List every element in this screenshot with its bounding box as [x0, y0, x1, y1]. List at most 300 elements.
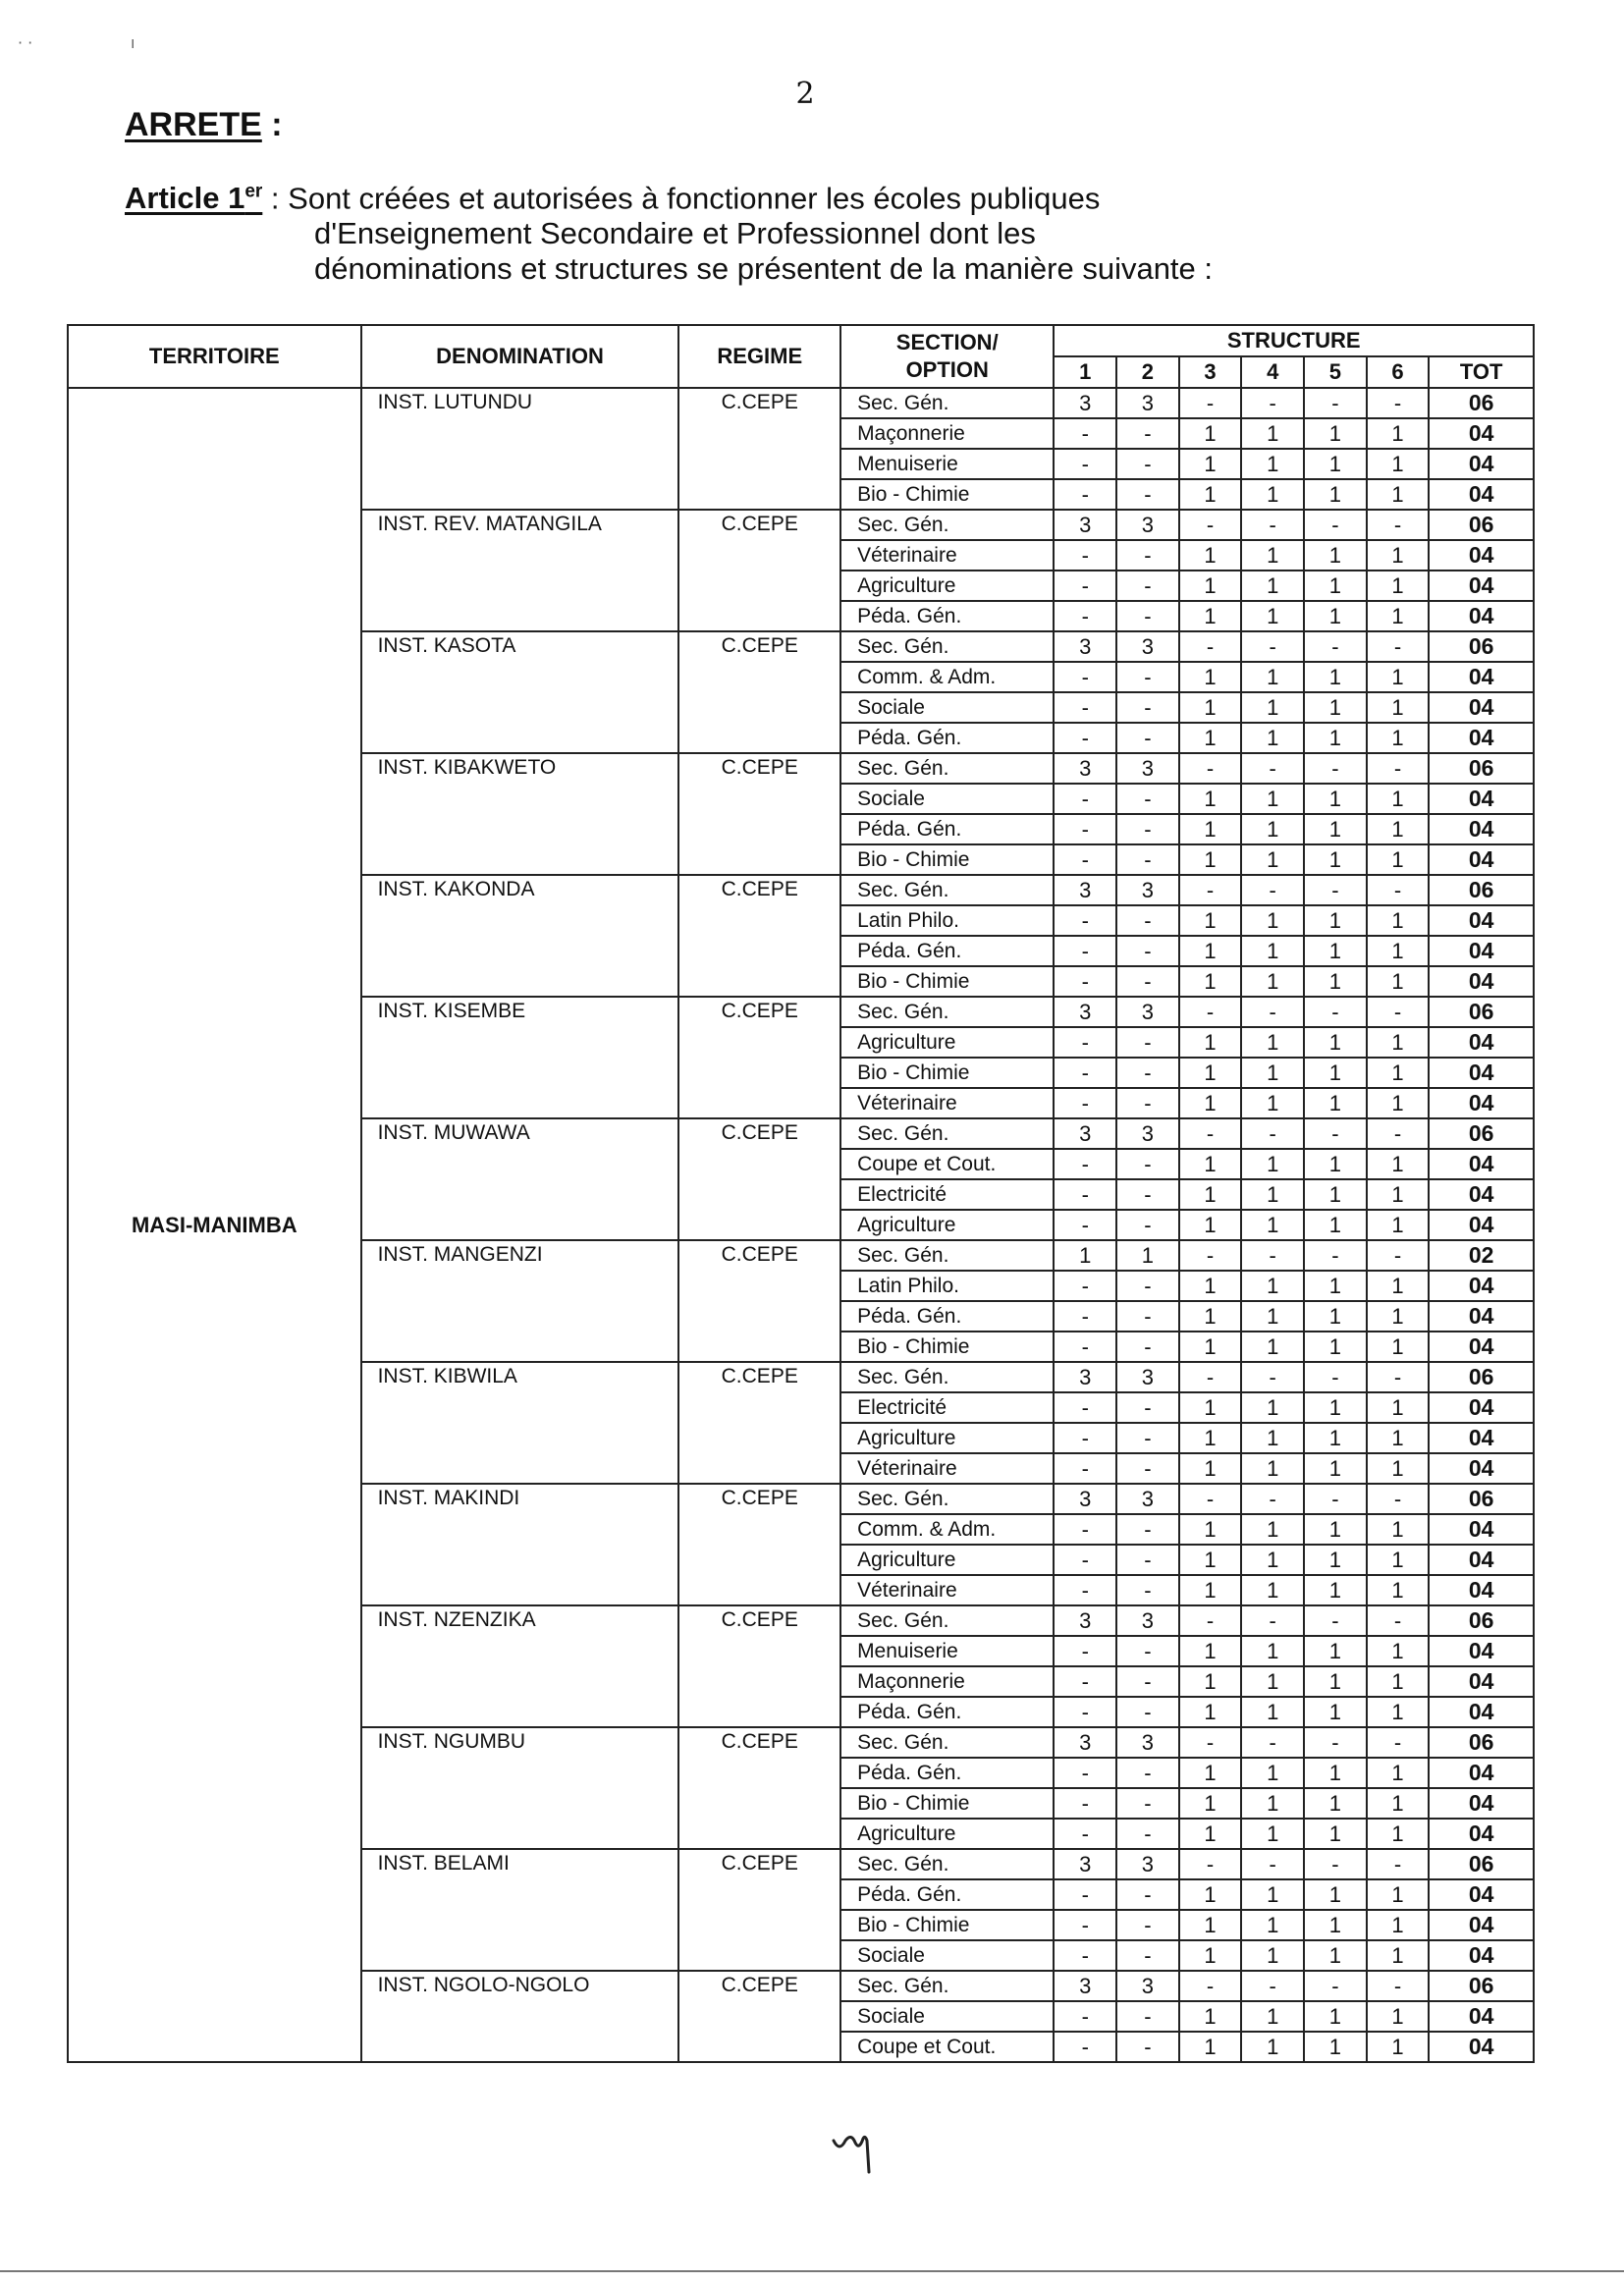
year-2-count: - — [1116, 1879, 1179, 1910]
year-3-count: 1 — [1179, 1758, 1242, 1788]
year-5-count: 1 — [1304, 601, 1367, 631]
year-3-count: 1 — [1179, 1697, 1242, 1727]
year-4-count: 1 — [1241, 1392, 1304, 1423]
year-4-count: - — [1241, 1727, 1304, 1758]
year-6-count: 1 — [1367, 418, 1430, 449]
year-2-count: - — [1116, 1271, 1179, 1301]
total-count: 04 — [1429, 418, 1534, 449]
year-3-count: 1 — [1179, 936, 1242, 966]
year-3-count: 1 — [1179, 1514, 1242, 1545]
school-name: INST. NGOLO-NGOLO — [361, 1971, 679, 2062]
header-year-5: 5 — [1304, 356, 1367, 388]
article-label-sup: er — [244, 182, 263, 202]
year-1-count: - — [1054, 1788, 1116, 1819]
year-1-count: 3 — [1054, 1971, 1116, 2001]
year-6-count: 1 — [1367, 1819, 1430, 1849]
school-regime: C.CEPE — [678, 1849, 840, 1971]
year-4-count: 1 — [1241, 692, 1304, 723]
year-3-count: 1 — [1179, 814, 1242, 844]
year-4-count: 1 — [1241, 1575, 1304, 1605]
year-3-count: - — [1179, 1605, 1242, 1636]
total-count: 04 — [1429, 1027, 1534, 1058]
year-4-count: 1 — [1241, 966, 1304, 997]
year-1-count: - — [1054, 1514, 1116, 1545]
section-option: Véterinaire — [840, 1575, 1054, 1605]
total-count: 06 — [1429, 1605, 1534, 1636]
year-2-count: - — [1116, 966, 1179, 997]
school-regime: C.CEPE — [678, 1971, 840, 2062]
year-2-count: - — [1116, 2001, 1179, 2032]
section-option: Coupe et Cout. — [840, 1149, 1054, 1179]
header-year-1: 1 — [1054, 356, 1116, 388]
bottom-rule — [0, 2270, 1624, 2272]
page-number: 2 — [795, 77, 815, 111]
year-1-count: - — [1054, 844, 1116, 875]
total-count: 04 — [1429, 784, 1534, 814]
year-4-count: 1 — [1241, 571, 1304, 601]
territoire-cell: MASI-MANIMBA — [68, 388, 361, 2062]
year-6-count: 1 — [1367, 844, 1430, 875]
header-row-1 — [68, 325, 1534, 356]
year-5-count: 1 — [1304, 1149, 1367, 1179]
year-4-count: - — [1241, 875, 1304, 905]
year-1-count: 1 — [1054, 1240, 1116, 1271]
year-1-count: - — [1054, 966, 1116, 997]
year-5-count: 1 — [1304, 1271, 1367, 1301]
year-6-count: 1 — [1367, 1697, 1430, 1727]
year-1-count: 3 — [1054, 1118, 1116, 1149]
year-6-count: 1 — [1367, 449, 1430, 479]
total-count: 06 — [1429, 631, 1534, 662]
total-count: 06 — [1429, 997, 1534, 1027]
year-1-count: - — [1054, 784, 1116, 814]
year-6-count: 1 — [1367, 1666, 1430, 1697]
section-option: Agriculture — [840, 1819, 1054, 1849]
year-1-count: - — [1054, 1149, 1116, 1179]
section-option: Sociale — [840, 1940, 1054, 1971]
total-count: 04 — [1429, 1179, 1534, 1210]
section-option: Péda. Gén. — [840, 814, 1054, 844]
total-count: 06 — [1429, 510, 1534, 540]
section-option: Bio - Chimie — [840, 479, 1054, 510]
handwritten-initials-icon — [830, 2131, 889, 2175]
year-6-count: 1 — [1367, 1545, 1430, 1575]
decree-heading-text: ARRETE — [125, 106, 262, 143]
year-4-count: 1 — [1241, 418, 1304, 449]
total-count: 06 — [1429, 1362, 1534, 1392]
school-name: INST. NGUMBU — [361, 1727, 679, 1849]
year-4-count: - — [1241, 510, 1304, 540]
year-1-count: - — [1054, 1027, 1116, 1058]
section-option: Péda. Gén. — [840, 601, 1054, 631]
year-1-count: 3 — [1054, 631, 1116, 662]
total-count: 04 — [1429, 1453, 1534, 1484]
year-4-count: - — [1241, 1605, 1304, 1636]
section-option: Bio - Chimie — [840, 966, 1054, 997]
year-6-count: - — [1367, 997, 1430, 1027]
total-count: 06 — [1429, 1727, 1534, 1758]
year-6-count: - — [1367, 1849, 1430, 1879]
year-1-count: - — [1054, 1210, 1116, 1240]
year-3-count: 1 — [1179, 1940, 1242, 1971]
year-4-count: 1 — [1241, 662, 1304, 692]
total-count: 04 — [1429, 814, 1534, 844]
year-5-count: - — [1304, 1605, 1367, 1636]
section-option: Péda. Gén. — [840, 1758, 1054, 1788]
year-2-count: 3 — [1116, 1118, 1179, 1149]
year-3-count: - — [1179, 753, 1242, 784]
section-option: Latin Philo. — [840, 1271, 1054, 1301]
year-5-count: 1 — [1304, 966, 1367, 997]
total-count: 04 — [1429, 1879, 1534, 1910]
year-1-count: - — [1054, 1271, 1116, 1301]
year-3-count: 1 — [1179, 1058, 1242, 1088]
year-5-count: 1 — [1304, 418, 1367, 449]
year-4-count: 1 — [1241, 1332, 1304, 1362]
year-2-count: 3 — [1116, 1605, 1179, 1636]
year-4-count: 1 — [1241, 449, 1304, 479]
year-3-count: - — [1179, 1849, 1242, 1879]
year-2-count: - — [1116, 2032, 1179, 2062]
year-4-count: 1 — [1241, 601, 1304, 631]
year-2-count: - — [1116, 1575, 1179, 1605]
year-4-count: 1 — [1241, 1697, 1304, 1727]
year-5-count: 1 — [1304, 1210, 1367, 1240]
total-count: 04 — [1429, 449, 1534, 479]
schools-table-wrapper — [67, 324, 1535, 2063]
section-option: Sociale — [840, 692, 1054, 723]
section-option: Sec. Gén. — [840, 1362, 1054, 1392]
year-2-count: - — [1116, 540, 1179, 571]
year-1-count: - — [1054, 1940, 1116, 1971]
year-3-count: 1 — [1179, 966, 1242, 997]
section-option: Agriculture — [840, 1210, 1054, 1240]
total-count: 06 — [1429, 388, 1534, 418]
total-count: 04 — [1429, 2032, 1534, 2062]
section-option: Agriculture — [840, 571, 1054, 601]
section-option: Véterinaire — [840, 540, 1054, 571]
year-2-count: - — [1116, 1910, 1179, 1940]
year-1-count: - — [1054, 1819, 1116, 1849]
year-5-count: - — [1304, 753, 1367, 784]
year-6-count: 1 — [1367, 1027, 1430, 1058]
section-option: Maçonnerie — [840, 418, 1054, 449]
year-6-count: 1 — [1367, 905, 1430, 936]
year-1-count: - — [1054, 479, 1116, 510]
year-2-count: 3 — [1116, 1484, 1179, 1514]
article-line-2: d'Enseignement Secondaire et Professionnel dont les — [314, 216, 1036, 251]
year-6-count: - — [1367, 753, 1430, 784]
year-2-count: - — [1116, 1514, 1179, 1545]
year-2-count: - — [1116, 1149, 1179, 1179]
total-count: 04 — [1429, 1392, 1534, 1423]
year-1-count: 3 — [1054, 1849, 1116, 1879]
total-count: 06 — [1429, 875, 1534, 905]
year-3-count: 1 — [1179, 601, 1242, 631]
year-2-count: - — [1116, 1819, 1179, 1849]
year-1-count: - — [1054, 1697, 1116, 1727]
year-3-count: 1 — [1179, 1575, 1242, 1605]
year-3-count: 1 — [1179, 1666, 1242, 1697]
year-4-count: 1 — [1241, 2001, 1304, 2032]
year-1-count: 3 — [1054, 1484, 1116, 1514]
year-2-count: - — [1116, 1758, 1179, 1788]
year-6-count: 1 — [1367, 966, 1430, 997]
year-4-count: - — [1241, 1971, 1304, 2001]
year-4-count: 1 — [1241, 1819, 1304, 1849]
year-2-count: - — [1116, 1027, 1179, 1058]
year-4-count: - — [1241, 753, 1304, 784]
year-1-count: - — [1054, 723, 1116, 753]
year-3-count: 1 — [1179, 662, 1242, 692]
section-option: Bio - Chimie — [840, 1910, 1054, 1940]
school-name: INST. LUTUNDU — [361, 388, 679, 510]
year-4-count: 1 — [1241, 1271, 1304, 1301]
year-3-count: 1 — [1179, 1453, 1242, 1484]
year-3-count: 1 — [1179, 1879, 1242, 1910]
header-section: SECTION/ OPTION — [840, 325, 1054, 388]
year-3-count: - — [1179, 875, 1242, 905]
year-3-count: 1 — [1179, 1788, 1242, 1819]
year-3-count: 1 — [1179, 692, 1242, 723]
year-6-count: - — [1367, 1484, 1430, 1514]
year-6-count: - — [1367, 510, 1430, 540]
section-option: Péda. Gén. — [840, 1879, 1054, 1910]
year-2-count: 3 — [1116, 997, 1179, 1027]
year-2-count: - — [1116, 449, 1179, 479]
year-1-count: - — [1054, 905, 1116, 936]
year-1-count: 3 — [1054, 1362, 1116, 1392]
section-option: Electricité — [840, 1179, 1054, 1210]
year-3-count: 1 — [1179, 1545, 1242, 1575]
total-count: 04 — [1429, 1423, 1534, 1453]
year-2-count: 3 — [1116, 1362, 1179, 1392]
year-5-count: - — [1304, 388, 1367, 418]
year-2-count: - — [1116, 1392, 1179, 1423]
year-1-count: 3 — [1054, 510, 1116, 540]
year-5-count: 1 — [1304, 540, 1367, 571]
section-option: Bio - Chimie — [840, 1332, 1054, 1362]
year-3-count: 1 — [1179, 1392, 1242, 1423]
year-2-count: - — [1116, 1697, 1179, 1727]
school-regime: C.CEPE — [678, 510, 840, 631]
total-count: 04 — [1429, 1088, 1534, 1118]
school-regime: C.CEPE — [678, 1240, 840, 1362]
year-6-count: 1 — [1367, 936, 1430, 966]
year-6-count: 1 — [1367, 1088, 1430, 1118]
year-6-count: - — [1367, 1240, 1430, 1271]
year-1-count: - — [1054, 1453, 1116, 1484]
section-option: Sec. Gén. — [840, 1727, 1054, 1758]
section-option: Latin Philo. — [840, 905, 1054, 936]
year-4-count: 1 — [1241, 723, 1304, 753]
year-2-count: - — [1116, 723, 1179, 753]
year-5-count: - — [1304, 1849, 1367, 1879]
total-count: 06 — [1429, 1484, 1534, 1514]
year-3-count: 1 — [1179, 479, 1242, 510]
year-6-count: - — [1367, 1605, 1430, 1636]
year-1-count: - — [1054, 1088, 1116, 1118]
section-option: Sec. Gén. — [840, 1240, 1054, 1271]
year-4-count: 1 — [1241, 814, 1304, 844]
year-3-count: - — [1179, 1118, 1242, 1149]
year-2-count: 3 — [1116, 753, 1179, 784]
year-1-count: 3 — [1054, 753, 1116, 784]
year-2-count: 3 — [1116, 510, 1179, 540]
header-structure: STRUCTURE — [1054, 325, 1534, 356]
year-1-count: - — [1054, 662, 1116, 692]
year-6-count: - — [1367, 631, 1430, 662]
year-2-count: - — [1116, 1058, 1179, 1088]
year-4-count: 1 — [1241, 1027, 1304, 1058]
total-count: 04 — [1429, 1301, 1534, 1332]
year-2-count: - — [1116, 479, 1179, 510]
header-denomination: DENOMINATION — [361, 325, 679, 388]
year-1-count: 3 — [1054, 388, 1116, 418]
year-6-count: 1 — [1367, 1940, 1430, 1971]
year-3-count: 1 — [1179, 1423, 1242, 1453]
year-1-count: 3 — [1054, 997, 1116, 1027]
year-4-count: 1 — [1241, 844, 1304, 875]
year-1-count: - — [1054, 2001, 1116, 2032]
year-4-count: 1 — [1241, 784, 1304, 814]
section-option: Péda. Gén. — [840, 936, 1054, 966]
year-3-count: 1 — [1179, 1210, 1242, 1240]
year-1-count: - — [1054, 1636, 1116, 1666]
article-line-1: : Sont créées et autorisées à fonctionner les écoles publiques — [262, 181, 1101, 216]
year-6-count: 1 — [1367, 1210, 1430, 1240]
section-option: Comm. & Adm. — [840, 1514, 1054, 1545]
year-6-count: 1 — [1367, 1514, 1430, 1545]
total-count: 04 — [1429, 905, 1534, 936]
year-3-count: 1 — [1179, 1332, 1242, 1362]
article-label-text: Article 1 — [125, 181, 245, 216]
year-4-count: 1 — [1241, 1301, 1304, 1332]
section-option: Sec. Gén. — [840, 510, 1054, 540]
school-regime: C.CEPE — [678, 1362, 840, 1484]
year-3-count: 1 — [1179, 1271, 1242, 1301]
year-3-count: 1 — [1179, 1179, 1242, 1210]
total-count: 04 — [1429, 1332, 1534, 1362]
year-1-count: 3 — [1054, 1605, 1116, 1636]
year-3-count: - — [1179, 1484, 1242, 1514]
year-2-count: - — [1116, 692, 1179, 723]
year-2-count: 3 — [1116, 875, 1179, 905]
year-6-count: 1 — [1367, 784, 1430, 814]
header-year-6: 6 — [1367, 356, 1430, 388]
year-5-count: 1 — [1304, 1575, 1367, 1605]
year-6-count: 1 — [1367, 1575, 1430, 1605]
section-option: Bio - Chimie — [840, 1058, 1054, 1088]
year-2-count: - — [1116, 844, 1179, 875]
year-3-count: - — [1179, 510, 1242, 540]
year-5-count: 1 — [1304, 2001, 1367, 2032]
year-2-count: - — [1116, 662, 1179, 692]
year-4-count: - — [1241, 1362, 1304, 1392]
total-count: 04 — [1429, 1788, 1534, 1819]
section-option: Maçonnerie — [840, 1666, 1054, 1697]
year-6-count: - — [1367, 1971, 1430, 2001]
year-5-count: 1 — [1304, 814, 1367, 844]
school-regime: C.CEPE — [678, 875, 840, 997]
year-3-count: 1 — [1179, 1088, 1242, 1118]
school-name: INST. NZENZIKA — [361, 1605, 679, 1727]
section-option: Sociale — [840, 2001, 1054, 2032]
year-2-count: - — [1116, 1545, 1179, 1575]
year-5-count: - — [1304, 997, 1367, 1027]
year-2-count: - — [1116, 1210, 1179, 1240]
year-4-count: 1 — [1241, 936, 1304, 966]
year-4-count: 1 — [1241, 1910, 1304, 1940]
header-year-3: 3 — [1179, 356, 1242, 388]
year-5-count: 1 — [1304, 1514, 1367, 1545]
year-6-count: 1 — [1367, 540, 1430, 571]
year-1-count: - — [1054, 1392, 1116, 1423]
year-3-count: - — [1179, 1240, 1242, 1271]
year-6-count: 1 — [1367, 1758, 1430, 1788]
decree-heading — [125, 106, 283, 144]
school-regime: C.CEPE — [678, 631, 840, 753]
total-count: 04 — [1429, 1210, 1534, 1240]
year-5-count: 1 — [1304, 662, 1367, 692]
year-6-count: 1 — [1367, 723, 1430, 753]
year-1-count: 3 — [1054, 875, 1116, 905]
year-4-count: - — [1241, 388, 1304, 418]
year-1-count: - — [1054, 1758, 1116, 1788]
section-option: Péda. Gén. — [840, 723, 1054, 753]
year-1-count: - — [1054, 449, 1116, 479]
school-name: INST. MANGENZI — [361, 1240, 679, 1362]
total-count: 04 — [1429, 1575, 1534, 1605]
year-5-count: 1 — [1304, 905, 1367, 936]
school-regime: C.CEPE — [678, 1727, 840, 1849]
year-4-count: 1 — [1241, 2032, 1304, 2062]
year-5-count: 1 — [1304, 449, 1367, 479]
year-3-count: 1 — [1179, 2001, 1242, 2032]
year-2-count: - — [1116, 571, 1179, 601]
year-2-count: - — [1116, 601, 1179, 631]
year-2-count: - — [1116, 1788, 1179, 1819]
section-option: Bio - Chimie — [840, 1788, 1054, 1819]
year-5-count: - — [1304, 1971, 1367, 2001]
total-count: 04 — [1429, 601, 1534, 631]
total-count: 04 — [1429, 1910, 1534, 1940]
scan-mark: ı — [131, 33, 135, 52]
year-6-count: 1 — [1367, 1910, 1430, 1940]
year-1-count: - — [1054, 692, 1116, 723]
year-5-count: 1 — [1304, 844, 1367, 875]
year-5-count: 1 — [1304, 1058, 1367, 1088]
school-regime: C.CEPE — [678, 1605, 840, 1727]
year-4-count: 1 — [1241, 1758, 1304, 1788]
year-5-count: - — [1304, 1118, 1367, 1149]
year-6-count: - — [1367, 388, 1430, 418]
school-name: INST. REV. MATANGILA — [361, 510, 679, 631]
article-1 — [125, 175, 1283, 287]
year-5-count: 1 — [1304, 1301, 1367, 1332]
year-3-count: - — [1179, 1727, 1242, 1758]
section-option: Sec. Gén. — [840, 631, 1054, 662]
section-option: Sociale — [840, 784, 1054, 814]
year-1-count: - — [1054, 814, 1116, 844]
year-5-count: 1 — [1304, 1940, 1367, 1971]
year-3-count: 1 — [1179, 723, 1242, 753]
year-5-count: 1 — [1304, 571, 1367, 601]
section-option: Véterinaire — [840, 1453, 1054, 1484]
total-count: 04 — [1429, 1545, 1534, 1575]
total-count: 04 — [1429, 1666, 1534, 1697]
year-6-count: 1 — [1367, 1453, 1430, 1484]
